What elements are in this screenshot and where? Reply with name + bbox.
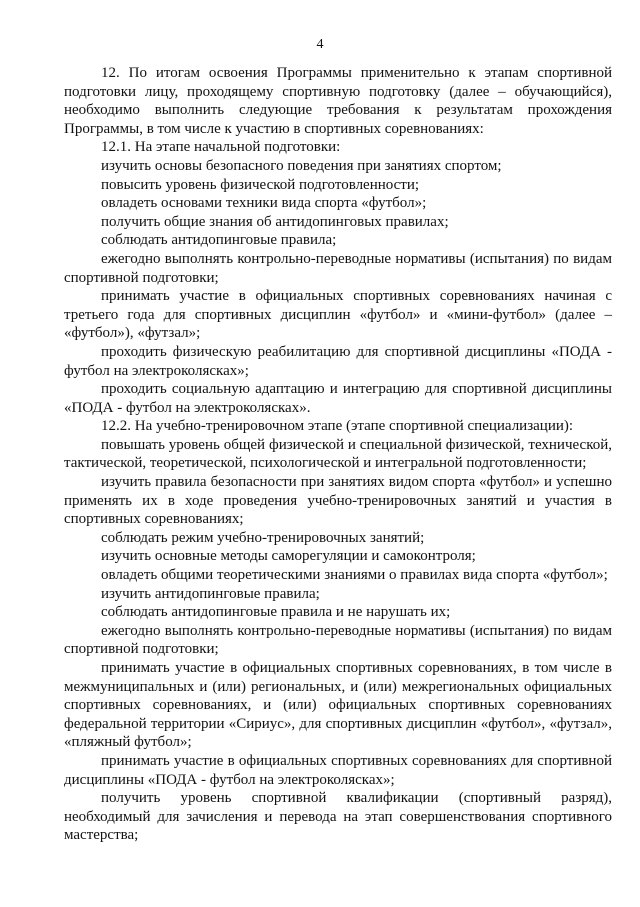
list-item: соблюдать антидопинговые правила; (101, 232, 337, 249)
list-item: овладеть основами техники вида спорта «футбол»; (101, 195, 427, 212)
list-item: проходить физическую реабилитацию для спортивной дисциплины «ПОДА - футбол на электроколясках»; (64, 343, 612, 379)
list-item: повышать уровень общей физической и специальной физической, технической, тактической, теоретической, психологической и интегральной подготовленности; (64, 436, 612, 472)
paragraph-intro: 12. По итогам освоения Программы применительно к этапам спортивной подготовки лицу, проходящему спортивную подготовку (далее – обучающийся), необходимо выполнить следующие требования к результатам прохождения Программы, в том числе к участию в спортивных соревнованиях: (64, 65, 612, 137)
section-heading-12-1: 12.1. На этапе начальной подготовки: (101, 139, 341, 156)
list-item: проходить социальную адаптацию и интеграцию для спортивной дисциплины «ПОДА - футбол на электроколясках». (64, 381, 612, 416)
document-body (64, 64, 612, 845)
list-item: принимать участие в официальных спортивных соревнованиях начиная с третьего года для спортивных дисциплин «футбол» и «мини-футбол» (далее – «футбол»), «футзал»; (64, 288, 612, 342)
list-item: повысить уровень физической подготовленности; (101, 176, 420, 193)
list-item: получить общие знания об антидопинговых правилах; (101, 213, 449, 230)
list-item: овладеть общими теоретическими знаниями о правилах вида спорта «футбол»; (101, 567, 608, 584)
list-item: изучить антидопинговые правила; (101, 585, 320, 602)
list-item: ежегодно выполнять контрольно-переводные нормативы (испытания) по видам спортивной подготовки; (64, 622, 612, 658)
list-item: изучить основные методы саморегуляции и самоконтроля; (101, 548, 476, 565)
list-item: изучить правила безопасности при занятиях видом спорта «футбол» и успешно применять их в ходе проведения учебно-тренировочных занятий и участия в спортивных соревнованиях; (64, 474, 612, 528)
page-number: 4 (316, 37, 324, 52)
list-item: соблюдать антидопинговые правила и не нарушать их; (101, 604, 451, 621)
section-heading-12-2: 12.2. На учебно-тренировочном этапе (этапе спортивной специализации): (101, 418, 574, 435)
list-item: ежегодно выполнять контрольно-переводные нормативы (испытания) по видам спортивной подготовки; (64, 250, 612, 286)
list-item: принимать участие в официальных спортивных соревнованиях для спортивной дисциплины «ПОДА - футбол на электроколясках»; (64, 752, 612, 788)
list-item: соблюдать режим учебно-тренировочных занятий; (101, 529, 425, 546)
list-item: принимать участие в официальных спортивных соревнованиях, в том числе в межмуниципальных и (или) региональных, и (или) межрегиональных официальных спортивных соревнованиях, и (или) официальных спортивных соревнованиях федеральной территории «Сириус», для спортивных дисциплин «футбол», «футзал», «пляжный футбол»; (64, 660, 612, 751)
list-item: получить уровень спортивной квалификации (спортивный разряд), необходимый для зачисления и перевода на этап совершенствования спортивного мастерства; (64, 790, 612, 844)
list-item: изучить основы безопасного поведения при занятиях спортом; (101, 157, 502, 174)
